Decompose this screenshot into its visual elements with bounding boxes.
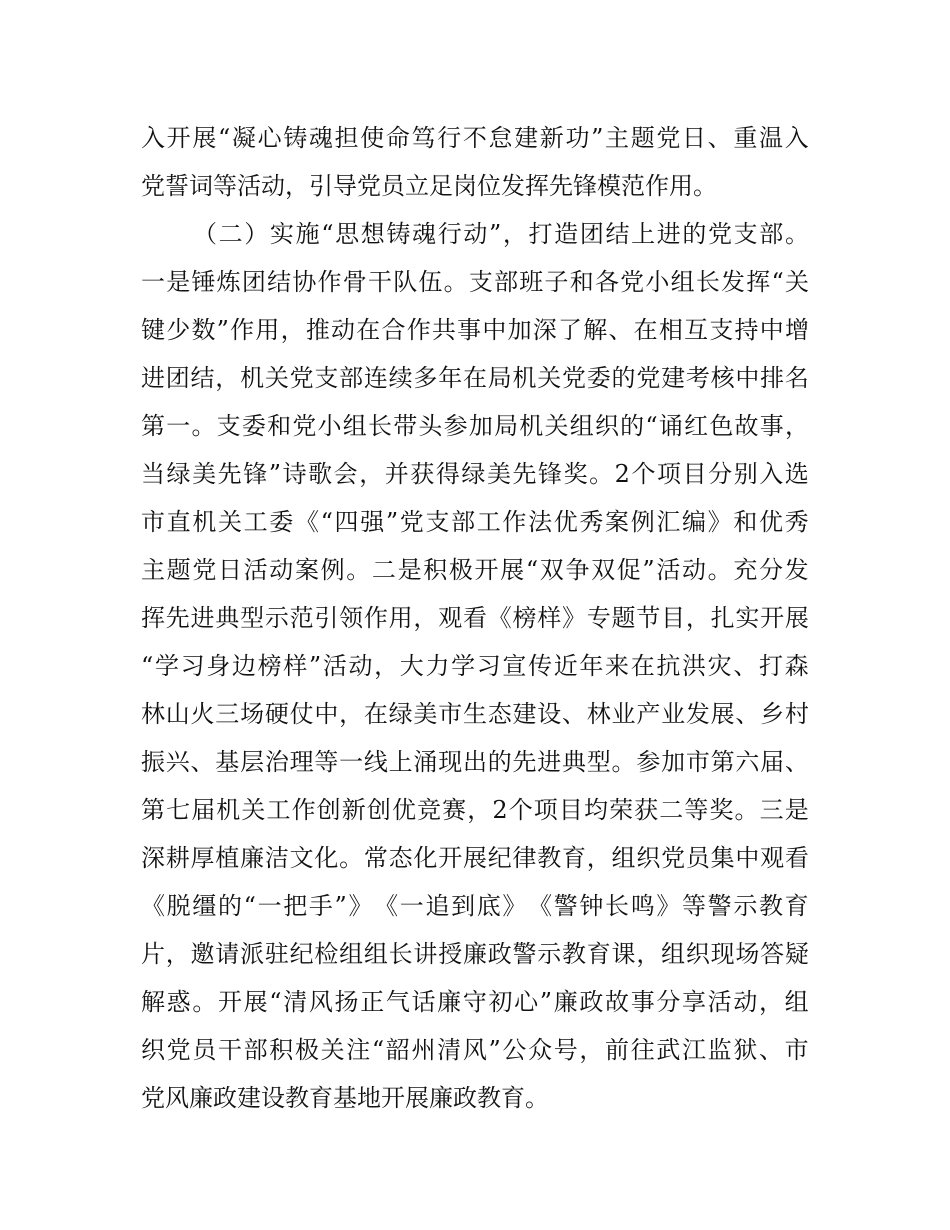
text-line: 键 少 数 ” 作 用 ， 推 动 在 合 作 共 事 中 加 深 了 解 、 在 相 互 支 持 中 增 (141, 316, 809, 344)
text-line: 深 耕 厚 植 廉 洁 文 化 。 常 态 化 开 展 纪 律 教 育 ， 组 织 党 员 集 中 观 看 (141, 844, 809, 872)
text-line: 片 ， 邀 请 派 驻 纪 检 组 组 长 讲 授 廉 政 警 示 教 育 课 ， 组 织 现 场 答 疑 (141, 940, 809, 968)
text-line: 第 七 届 机 关 工 作 创 新 创 优 竞 赛 ， 2 个 项 目 均 荣 获 二 等 奖 。 三 是 (141, 796, 809, 824)
text-line: 《 脱 缰 的 “ 一 把 手 ” 》 《 一 追 到 底 》 《 警 钟 长 鸣 》 等 警 示 教 育 (141, 892, 809, 920)
text-line: 市 直 机 关 工 委 《 “ 四 强 ” 党 支 部 工 作 法 优 秀 案 例 汇 编 》 和 优 秀 (141, 508, 809, 536)
text-line: 解 惑 。 开 展 “ 清 风 扬 正 气 话 廉 守 初 心 ” 廉 政 故 事 分 享 活 动 ， 组 (141, 988, 809, 1016)
text-line: 第 一 。 支 委 和 党 小 组 长 带 头 参 加 局 机 关 组 织 的 “ 诵 红 色 故 事 ， (141, 412, 809, 440)
text-line: 入 开 展 “ 凝 心 铸 魂 担 使 命 笃 行 不 怠 建 新 功 ” 主 题 党 日 、 重 温 入 (141, 124, 809, 152)
text-line: 林 山 火 三 场 硬 仗 中 ， 在 绿 美 市 生 态 建 设 、 林 业 产 业 发 展 、 乡 村 (141, 700, 809, 728)
text-line: 进 团 结 ， 机 关 党 支 部 连 续 多 年 在 局 机 关 党 委 的 党 建 考 核 中 排 名 (141, 364, 809, 392)
paragraph-2 (141, 210, 809, 1122)
text-line: 振 兴 、 基 层 治 理 等 一 线 上 涌 现 出 的 先 进 典 型 。 参 加 市 第 六 届 、 (141, 748, 809, 776)
text-line: 一 是 锤 炼 团 结 协 作 骨 干 队 伍 。 支 部 班 子 和 各 党 小 组 长 发 挥 “ 关 (141, 268, 809, 296)
text-line: 党风廉政建设教育基地开展廉政教育。 (141, 1084, 549, 1112)
text-line: 挥 先 进 典 型 示 范 引 领 作 用 ， 观 看 《 榜 样 》 专 题 节 目 ， 扎 实 开 展 (141, 604, 809, 632)
text-line: 主 题 党 日 活 动 案 例 。 二 是 积 极 开 展 “ 双 争 双 促 ” 活 动 。 充 分 发 (141, 556, 809, 584)
section-heading-line: （ 二 ） 实 施 “ 思 想 铸 魂 行 动 ” ， 打 造 团 结 上 进 的 党 支 部 。 (193, 220, 809, 248)
text-line: 织 党 员 干 部 积 极 关 注 “ 韶 州 清 风 ” 公 众 号 ， 前 往 武 江 监 狱 、 市 (141, 1036, 809, 1064)
paragraph-1 (141, 114, 809, 210)
text-line: 当 绿 美 先 锋 ” 诗 歌 会 ， 并 获 得 绿 美 先 锋 奖 。 2 个 项 目 分 别 入 选 (141, 460, 809, 488)
body-text (141, 114, 809, 1122)
text-line: “ 学 习 身 边 榜 样 ” 活 动 ， 大 力 学 习 宣 传 近 年 来 在 抗 洪 灾 、 打 森 (141, 652, 809, 680)
text-line: 党誓词等活动，引导党员立足岗位发挥先锋模范作用。 (141, 172, 717, 200)
